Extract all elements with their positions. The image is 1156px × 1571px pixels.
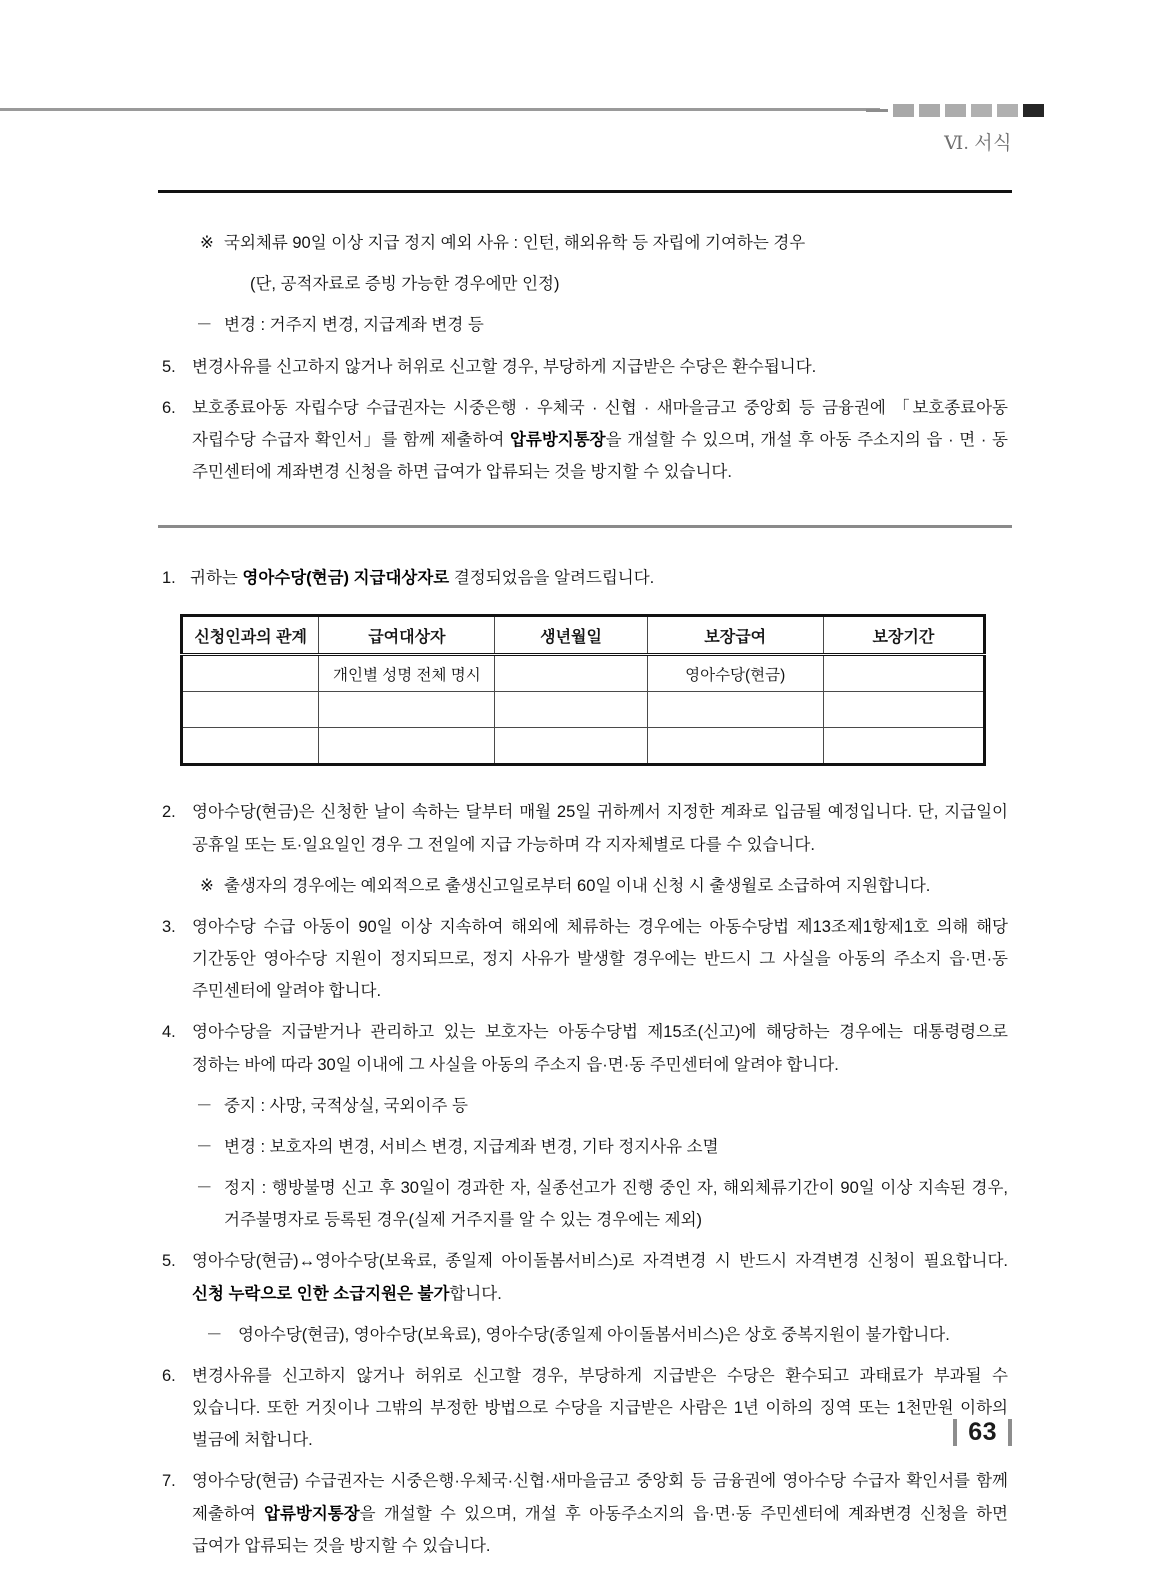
table-cell <box>495 728 647 765</box>
table-cell <box>182 728 319 765</box>
list-marker: 6. <box>162 398 176 417</box>
emphasis-text: 압류방지통장 <box>509 430 606 449</box>
list-marker: ※ <box>200 876 214 895</box>
list-item <box>162 911 1008 1008</box>
decor-square-6 <box>1023 104 1044 117</box>
page-bar-right <box>1008 1419 1012 1446</box>
body-text: 영아수당(현금)↔영아수당(보육료, 종일제 아이돌봄서비스)로 자격변경 시 반드시 자격변경 신청이 필요합니다. <box>192 1252 1008 1271</box>
body-text: 보호종료아동 자립수당 수급권자는 시중은행 · 우체국 · 신협 · 새마을금고 중앙회 등 금융권에 「보호종료아동 자립수당 수급자 확인서」를 함께 제출하여 <box>192 398 1008 449</box>
table-cell <box>823 692 984 728</box>
body-text: 을 개설할 수 있으며, 개설 후 아동 주소지의 읍 · 면 · 동 주민센터에 계좌변경 신청을 하면 급여가 압류되는 것을 방지할 수 있습니다. <box>192 430 1008 482</box>
table-column-header: 보장급여 <box>647 616 823 655</box>
list-item-text: 영아수당 수급 아동이 90일 이상 지속하여 해외에 체류하는 경우에는 아동수당법 제13조제1항제1호 의해 해당 기간동안 영아수당 지원이 정지되므로, 정지 사유가 발생할 경우에는 반드시 그 사실을 아동의 주소지 읍·면·동 주민센터에 알려야 합니다. <box>192 917 1008 1001</box>
list-marker: － <box>196 1179 213 1198</box>
table-row <box>182 728 985 765</box>
table-body <box>182 655 985 765</box>
table-cell <box>182 655 319 692</box>
list-item <box>162 870 1008 902</box>
list-item-text: 정지 : 행방불명 신고 후 30일이 경과한 자, 실종선고가 진행 중인 자, 해외체류기간이 90일 이상 지속된 경우, 거주불명자로 등록된 경우(실제 거주지를 알 수 있는 경우에는 제외) <box>224 1179 1008 1230</box>
page-footer <box>158 1402 1012 1462</box>
list-marker: － <box>196 316 213 335</box>
page-number-group <box>953 1418 1012 1447</box>
list-item-text: 변경사유를 신고하지 않거나 허위로 신고할 경우, 부당하게 지급받은 수당은 환수됩니다. <box>192 357 817 376</box>
section-top-notices <box>158 193 1012 525</box>
page-number: 63 <box>968 1417 997 1446</box>
list-item <box>162 1016 1008 1080</box>
decor-square-2 <box>919 104 940 117</box>
table-cell <box>319 728 495 765</box>
decor-square-5 <box>997 104 1018 117</box>
running-header <box>0 0 1156 170</box>
table-cell <box>823 655 984 692</box>
list-item <box>162 392 1008 489</box>
list-item-text: 영아수당(현금)은 신청한 날이 속하는 달부터 매월 25일 귀하께서 지정한 계좌로 입금될 예정입니다. 단, 지급일이 공휴일 또는 토·일요일인 경우 그 전일에 지급 가능하며 각 지자체별로 다를 수 있습니다. <box>192 803 1008 854</box>
list-item-text: 국외체류 90일 이상 지급 정지 예외 사유 : 인턴, 해외유학 등 자립에 기여하는 경우 <box>224 234 806 252</box>
table-column-header: 생년월일 <box>495 616 647 655</box>
decor-square-4 <box>971 104 992 117</box>
table-cell: 개인별 성명 전체 명시 <box>319 655 495 692</box>
list-item <box>162 1172 1008 1236</box>
list-item <box>162 227 1008 259</box>
body-text: 을 개설할 수 있으며, 개설 후 아동주소지의 읍·면·동 주민센터에 계좌변경 신청을 하면 급여가 압류되는 것을 방지할 수 있습니다. <box>192 1504 1008 1555</box>
table-cell <box>647 728 823 765</box>
list-marker: 4. <box>162 1023 176 1042</box>
body-text: 귀하는 <box>190 569 243 588</box>
table-cell <box>495 655 647 692</box>
list-marker: － <box>206 1325 223 1344</box>
list-item-text: 영아수당을 지급받거나 관리하고 있는 보호자는 아동수당법 제15조(신고)에 해당하는 경우에는 대통령령으로 정하는 바에 따라 30일 이내에 그 사실을 아동의 주소지 읍·면·동 주민센터에 알려야 합니다. <box>192 1023 1008 1074</box>
table-column-header: 신청인과의 관계 <box>182 616 319 655</box>
header-decoration <box>866 104 1044 117</box>
list-item <box>162 1090 1008 1122</box>
body-text: 결정되었음을 알려드립니다. <box>449 569 655 588</box>
table-head <box>182 616 985 655</box>
list-marker: 6. <box>162 1366 176 1385</box>
table-cell <box>823 728 984 765</box>
list-item-text: 변경 : 거주지 변경, 지급계좌 변경 등 <box>224 316 484 335</box>
list-item <box>162 1245 1008 1309</box>
page-bar-left <box>953 1419 957 1446</box>
decor-square-3 <box>945 104 966 117</box>
page-content <box>158 190 1012 1571</box>
beneficiary-table <box>180 614 986 766</box>
list-item-text: 영아수당(현금), 영아수당(보육료), 영아수당(종일제 아이돌봄서비스)은 상호 중복지원이 불가합니다. <box>238 1325 950 1344</box>
emphasis-text: 영아수당(현금) 지급대상자로 <box>242 569 450 588</box>
table-cell <box>495 692 647 728</box>
list-item <box>162 351 1008 383</box>
table-row <box>182 692 985 728</box>
body-text: 영아수당(현금) 수급권자는 시중은행·우체국·신협·새마을금고 중앙회 등 금융권에 영아수당 수급자 확인서를 함께 제출하여 <box>192 1472 1008 1523</box>
list-item <box>162 796 1008 860</box>
list-item <box>162 1131 1008 1163</box>
list-item <box>162 309 1008 341</box>
list-item <box>162 1465 1008 1562</box>
list-item-text: (단, 공적자료로 증빙 가능한 경우에만 인정) <box>250 275 560 294</box>
list-marker: 2. <box>162 803 176 822</box>
table-cell <box>647 692 823 728</box>
list-marker: 5. <box>162 357 176 376</box>
list-item-text: 중지 : 사망, 국적상실, 국외이주 등 <box>224 1096 468 1115</box>
body-text: 합니다. <box>449 1284 502 1303</box>
list-item-text: 출생자의 경우에는 예외적으로 출생신고일로부터 60일 이내 신청 시 출생월로 소급하여 지원합니다. <box>224 876 931 895</box>
header-section-title: Ⅵ. 서식 <box>944 133 1012 154</box>
intro-text <box>190 569 654 587</box>
decor-dash <box>866 109 888 112</box>
emphasis-text: 신청 누락으로 인한 소급지원은 불가 <box>192 1284 450 1303</box>
table-cell: 영아수당(현금) <box>647 655 823 692</box>
list-item <box>162 1319 1008 1351</box>
decor-square-1 <box>893 104 914 117</box>
list-marker: － <box>196 1096 213 1115</box>
intro-marker: 1. <box>162 569 176 588</box>
list-marker: － <box>196 1137 213 1156</box>
list-marker: ※ <box>200 234 214 252</box>
header-rule <box>0 108 880 111</box>
table-column-header: 급여대상자 <box>319 616 495 655</box>
list-item-text: 변경 : 보호자의 변경, 서비스 변경, 지급계좌 변경, 기타 정지사유 소멸 <box>224 1137 719 1156</box>
table-header-row <box>182 616 985 655</box>
intro-paragraph <box>162 562 1008 594</box>
list-marker: 7. <box>162 1472 176 1491</box>
list-item-text: 변경사유를 신고하지 않거나 허위로 신고할 경우, 부당하게 지급받은 수당은 환수되고 과태료가 부과될 수 있습니다. 또한 거짓이나 그밖의 부정한 방법으로 수당을 지급받은 사람은 1년 이하의 징역 또는 1천만원 이하의 벌금에 처합니다. <box>192 1366 1008 1450</box>
table-cell <box>182 692 319 728</box>
list-item <box>162 268 1008 300</box>
table-row <box>182 655 985 692</box>
table-column-header: 보장기간 <box>823 616 984 655</box>
list-marker: 5. <box>162 1252 176 1271</box>
emphasis-text: 압류방지통장 <box>264 1504 360 1523</box>
list-marker: 3. <box>162 917 176 936</box>
table-cell <box>319 692 495 728</box>
